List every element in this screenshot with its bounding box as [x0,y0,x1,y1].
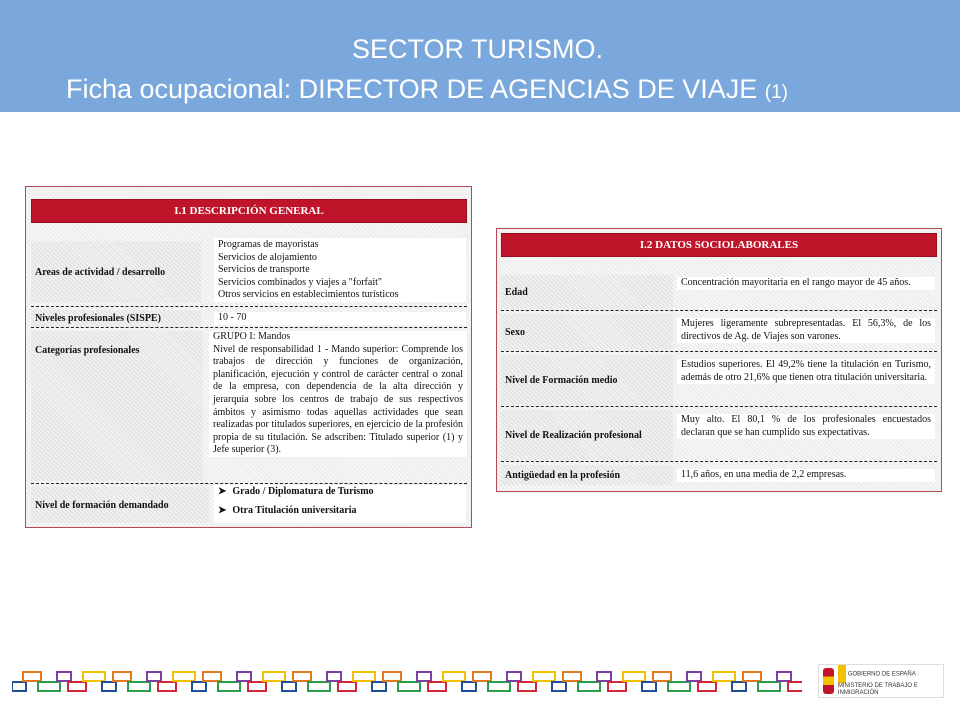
chain-link [218,682,240,691]
chain-link [533,672,555,681]
chain-link [158,682,176,691]
chain-link [563,672,581,681]
socio-value: Muy alto. El 80,1 % de los profesionales encuestados declaran que se han cumplido sus expectativas. [677,414,935,439]
chain-link [518,682,536,691]
formacion-item [218,505,462,518]
chain-link [248,682,266,691]
chain-link [743,672,761,681]
subtitle-prefix: Ficha ocupacional: [66,74,299,104]
chain-link [473,672,491,681]
subtitle-footnote: (1) [764,82,788,103]
socio-label: Sexo [501,314,673,350]
socio-label: Edad [501,275,673,309]
area-item: Servicios de transporte [218,264,310,276]
gobierno-logo [818,664,944,698]
chain-link [623,672,645,681]
chain-link [443,672,465,681]
chain-link [507,672,521,681]
subtitle-main: DIRECTOR DE AGENCIAS DE VIAJE [298,74,765,104]
chain-link [68,682,86,691]
chain-link [713,672,735,681]
chain-link [147,672,161,681]
chain-link [653,672,671,681]
formacion-label-text: Nivel de formación demandado [35,499,169,511]
arrow-bullet-icon: ➤ [218,486,227,497]
socio-row-realizacion [501,408,937,462]
chain-link [23,672,41,681]
chain-link [308,682,330,691]
socio-value: Concentración mayoritaria en el rango mayor de 45 años. [677,277,935,290]
niveles-value: 10 - 70 [214,312,466,325]
chain-link [192,682,206,691]
chain-link [237,672,251,681]
chain-link [293,672,311,681]
areas-label: Areas de actividad / desarrollo [31,241,201,303]
chain-link [383,672,401,681]
niveles-label: Niveles profesionales (SISPE) [31,310,201,327]
chain-link [698,682,716,691]
chain-link [398,682,420,691]
chain-link [578,682,600,691]
area-item: Servicios de alojamiento [218,251,317,263]
formacion-row [31,485,467,525]
chain-link [282,682,296,691]
area-item: Servicios combinados y viajes a "forfait" [218,276,382,288]
decorative-chain-border [12,666,802,698]
categorias-text [209,331,467,457]
chain-link [428,682,446,691]
chain-link [758,682,780,691]
chain-link [642,682,656,691]
chain-link [327,672,341,681]
chain-link [372,682,386,691]
socio-value: Mujeres ligeramente subrepresentadas. El 56,3%, de los directivos de Ag. de Viajes son varones. [677,318,935,343]
chain-link [57,672,71,681]
socio-row-formacion [501,353,937,407]
area-item: Programas de mayoristas [218,239,319,250]
socio-row-sexo [501,312,937,352]
slide-title: SECTOR TURISMO. [352,34,604,64]
socio-label: Nivel de Realización profesional [501,410,673,460]
chain-link [128,682,150,691]
area-item: Otros servicios en establecimientos turísticos [218,289,399,301]
chain-link [597,672,611,681]
formacion-label [31,487,209,523]
socio-value: Estudios superiores. El 49,2% tiene la titulación en Turismo, además de otro 21,6% que tienen otra titulación universitaria. [677,359,935,384]
chain-link [83,672,105,681]
areas-list [214,238,466,302]
categorias-row [31,329,467,484]
datos-sociolaborales-card [496,228,942,492]
chain-link [417,672,431,681]
chain-link [173,672,195,681]
formacion-item-text: Grado / Diplomatura de Turismo [232,486,374,497]
categorias-description: Nivel de responsabilidad 1 - Mando superior: Comprende los trabajos de dirección y funciones de organización, planificación, ejecución y control de carácter central o zonal de la empresa, con dependencia de la alta dirección y jerarquía sobre los centros de trabajo de sus respectivos ámbitos y asimismo todas aquellas actividades que sean realizadas por titulados superiores, en ejercicio de la profesión propia de su titulación. Se adscriben: Titulado superior (1) y Jefe superior (3). [213,343,463,456]
socio-label: Antigüedad en la profesión [501,465,673,485]
descripcion-general-card [25,186,472,528]
header-banner [0,0,960,112]
chain-link [338,682,356,691]
chain-link [263,672,285,681]
chain-link [788,682,802,691]
chain-link [462,682,476,691]
formacion-item [218,486,462,499]
chain-link [687,672,701,681]
chain-link [113,672,131,681]
chain-link [102,682,116,691]
categorias-label: Categorías profesionales [31,331,203,481]
formacion-list [214,485,466,523]
slide-subtitle [66,74,788,105]
chain-link [203,672,221,681]
chain-link [608,682,626,691]
chain-link [552,682,566,691]
categorias-group: GRUPO I: Mandos [213,331,291,342]
chain-link [777,672,791,681]
chain-link [732,682,746,691]
chain-link [668,682,690,691]
niveles-row [31,308,467,328]
spain-crest-icon [823,668,834,694]
socio-label: Nivel de Formación medio [501,355,673,405]
socio-row-edad [501,273,937,311]
ministry-logo-text: GOBIERNO DE ESPAÑA · MINISTERIO DE TRABAJO E INMIGRACIÓN [838,665,939,697]
areas-row [31,235,467,307]
datos-sociolaborales-header: I.2 DATOS SOCIOLABORALES [501,233,937,257]
socio-row-antiguedad [501,463,937,487]
chain-link [488,682,510,691]
chain-link [12,682,26,691]
socio-value: 11,6 años, en una media de 2,2 empresas. [677,469,935,482]
chain-link [38,682,60,691]
arrow-bullet-icon: ➤ [218,504,227,516]
chain-link [353,672,375,681]
formacion-item-text: Otra Titulación universitaria [232,504,357,516]
descripcion-general-header: I.1 DESCRIPCIÓN GENERAL [31,199,467,223]
